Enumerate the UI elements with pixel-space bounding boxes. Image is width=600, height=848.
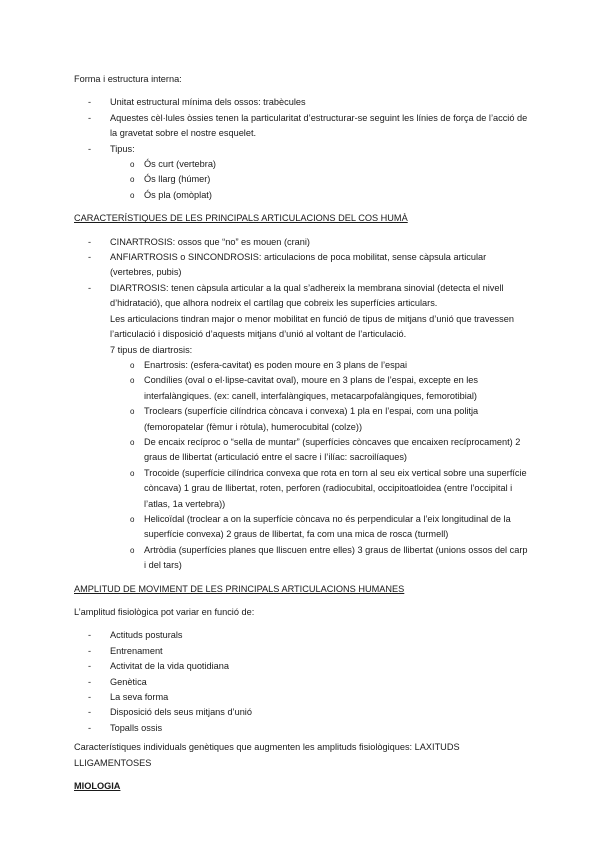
sublist-item-text: Enartrosis: (esfera-cavitat) es poden moure en 3 plans de l’espai [144, 359, 408, 370]
list-item [74, 628, 532, 643]
dash-bullet: - [88, 236, 92, 247]
sublist-item [110, 157, 532, 172]
circle-bullet: o [130, 437, 135, 447]
list-item [74, 250, 532, 281]
amplitud-intro: L’amplitud fisiològica pot variar en funció de: [74, 607, 255, 617]
circle-bullet: o [130, 190, 135, 200]
dash-bullet: - [88, 645, 92, 656]
sublist-item-text: Helicoïdal (troclear a on la superfície còncava no és perpendicular a l’eix longitudinal de la superfície convexa) 2 graus de llibertat, fa com una mica de rosca (turmell) [144, 513, 511, 540]
sublist-item-text: Artròdia (superfícies planes que lliscuen entre elles) 3 graus de llibertat (unions ossos del carp i del tars) [144, 544, 528, 571]
list-item [74, 644, 532, 659]
dash-bullet: - [88, 630, 92, 641]
list-item-text: Actituds posturals [110, 630, 183, 641]
circle-bullet: o [130, 160, 135, 170]
amplitud-closing: Característiques individuals genètiques que augmenten les amplituds fisiològiques: LAXITUDS LLIGAMENTOSES [74, 742, 460, 768]
sublist-item-text: Condílies (oval o el·lipse-cavitat oval), moure en 3 plans de l’espai, excepte en les interfalàngiques. (ex: canell, interfalàngiques, metacarpofalàngiques, femorotibial) [144, 375, 478, 401]
dash-bullet: - [88, 97, 92, 108]
circle-bullet: o [130, 175, 135, 185]
sublist-item-text: Trocoide (superfície cilíndrica convexa que rota en torn al seu eix vertical sobre una superfície còncava) 1 grau de llibertat, roten, perforen (radiocubital, occipitoatloidea (entre l’occipital i l’atlas, 1a vertebra)) [144, 467, 527, 509]
circle-bullet: o [130, 545, 135, 555]
sublist-item [110, 373, 532, 404]
list-item [74, 675, 532, 690]
diartrosis-paragraph: Les articulacions tindran major o menor mobilitat en funció de tipus de mitjans d’unió que travessen l’articulació i disposició d’aquests mitjans d’unió al voltant de l’articulació. [110, 313, 514, 340]
document-page [74, 72, 532, 802]
circle-bullet: o [130, 514, 135, 524]
list-item [74, 235, 532, 250]
sublist-item [110, 404, 532, 435]
sublist-item [110, 543, 532, 574]
list-item-text: Activitat de la vida quotidiana [110, 661, 230, 672]
tipus-sublist [110, 157, 532, 203]
list-item [74, 690, 532, 705]
sublist-item-text: Ós curt (vertebra) [144, 159, 216, 170]
amplitud-heading: AMPLITUD DE MOVIMENT DE LES PRINCIPALS ARTICULACIONS HUMANES [74, 583, 405, 594]
sublist-item-text: Ós llarg (húmer) [144, 174, 211, 185]
list-item [74, 111, 532, 142]
list-item-text: ANFIARTROSIS o SINCONDROSIS: articulacions de poca mobilitat, sense càpsula articular (vertebres, pubis) [110, 252, 487, 278]
sublist-item-text: Troclears (superfície cilíndrica còncava i convexa) 1 pla en l’espai, com una politja (femoropatelar (fèmur i ròtula), humerocubital (colze)) [144, 406, 479, 432]
sublist-item [110, 188, 532, 203]
dash-bullet: - [88, 661, 92, 672]
dash-bullet: - [88, 707, 92, 718]
list-item-text: Entrenament [110, 645, 163, 656]
circle-bullet: o [130, 376, 135, 386]
articulacions-list [74, 235, 532, 574]
circle-bullet: o [130, 468, 135, 478]
list-item-text: La seva forma [110, 692, 169, 703]
list-item [74, 142, 532, 204]
list-item-text: Tipus: [110, 143, 135, 154]
circle-bullet: o [130, 407, 135, 417]
circle-bullet: o [130, 360, 135, 370]
amplitud-list [74, 628, 532, 736]
dash-bullet: - [88, 722, 92, 733]
list-item-text: Aquestes cèl·lules òssies tenen la particularitat d’estructurar-se seguint les línies de força de l’acció de la gravetat sobre el nostre esquelet. [110, 112, 528, 139]
sublist-item [110, 435, 532, 466]
sublist-item [110, 358, 532, 373]
sublist-item-text: Ós pla (omòplat) [144, 189, 212, 200]
dash-bullet: - [88, 112, 92, 123]
list-item-text: Genètica [110, 676, 147, 687]
list-item-text: CINARTROSIS: ossos que “no” es mouen (crani) [110, 236, 310, 247]
list-item-text: Unitat estructural mínima dels ossos: trabècules [110, 97, 306, 108]
list-item [74, 95, 532, 110]
list-item [74, 705, 532, 720]
list-item [74, 281, 532, 574]
diartrosis-sublist [110, 358, 532, 574]
sublist-item [110, 466, 532, 512]
diartrosis-types-label: 7 tipus de diartrosis: [110, 344, 193, 355]
list-item [74, 659, 532, 674]
forma-list [74, 95, 532, 203]
articulacions-heading: CARACTERÍSTIQUES DE LES PRINCIPALS ARTICULACIONS DEL COS HUMÀ [74, 213, 408, 224]
list-item-text: Disposició dels seus mitjans d’unió [110, 707, 252, 718]
sublist-item-text: De encaix recíproc o “sella de muntar” (superfícies còncaves que encaixen recíprocament) 2 graus de llibertat (articulació entre el sacre i l’ilíac: sacroilíaques) [144, 436, 521, 463]
dash-bullet: - [88, 676, 92, 687]
list-item-text: DIARTROSIS: tenen càpsula articular a la qual s’adhereix la membrana sinovial (detecta el nivell d’hidratació), que alhora nodreix el cartílag que cobreix les superfícies articulars. [110, 282, 504, 309]
dash-bullet: - [88, 143, 92, 154]
sublist-item [110, 172, 532, 187]
dash-bullet: - [88, 282, 92, 293]
forma-title: Forma i estructura interna: [74, 74, 182, 84]
list-item [74, 721, 532, 736]
sublist-item [110, 512, 532, 543]
list-item-text: Topalls ossis [110, 722, 163, 733]
dash-bullet: - [88, 692, 92, 703]
miologia-heading: MIOLOGIA [74, 781, 121, 792]
dash-bullet: - [88, 252, 92, 263]
